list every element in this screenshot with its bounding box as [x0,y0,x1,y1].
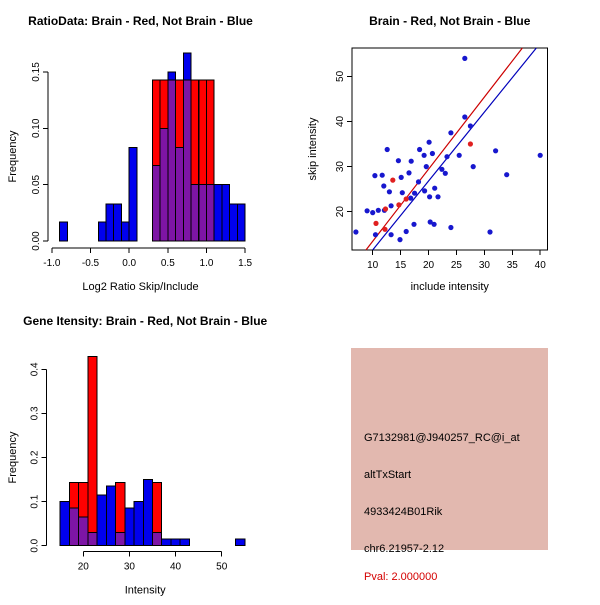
bars-group [60,357,245,546]
x-axis-label: include intensity [410,281,489,293]
data-point [399,175,404,180]
hist-bar [121,222,129,241]
x-tick-label: 25 [450,260,463,271]
data-point [373,221,378,226]
y-axis-label: skip intensity [307,117,319,181]
x-tick-label: 40 [534,260,546,271]
svg-text:0.00: 0.00 [31,231,42,251]
data-point [462,56,467,61]
data-point [370,210,375,215]
svg-text:0.10: 0.10 [31,118,42,139]
hist-bar [207,185,215,241]
data-point [390,178,395,183]
svg-text:0.0: 0.0 [29,538,41,553]
hist-bar [168,80,176,241]
x-tick-label: 0.5 [160,258,175,269]
hist-bar [114,204,122,241]
hist-bar [88,357,97,546]
data-point [468,123,473,128]
svg-text:0.1: 0.1 [29,494,41,509]
intensity-scatter-chart [300,0,600,300]
gene-name-text: 4933424B01Rik [364,506,443,518]
hist-bar [236,539,245,546]
data-point [422,153,427,158]
hist-bar [79,517,88,546]
x-tick-label: 35 [506,260,518,271]
data-point [380,173,385,178]
x-tick-label: -0.5 [81,258,100,269]
data-point [422,188,427,193]
data-point [400,190,405,195]
data-point [430,151,435,156]
data-point [448,130,453,135]
data-point [504,172,509,177]
svg-text:0.15: 0.15 [31,62,42,82]
data-point [448,225,453,230]
hist-bar [88,533,97,546]
data-point [404,229,409,234]
hist-bar [180,539,189,546]
x-tick-label: 30 [123,561,136,573]
data-point [417,147,422,152]
data-point [353,229,358,234]
hist-bar [125,508,134,546]
x-axis-label: Intensity [124,584,166,597]
hist-bar [129,148,137,242]
hist-bar [214,185,222,241]
event-type-text: altTxStart [364,469,412,481]
hist-bar [134,502,143,546]
notbrain-fit-blue [373,48,537,250]
data-point [443,171,448,176]
x-tick-label: 20 [422,260,435,271]
data-point [385,147,390,152]
locus-text: chr6.21957-2.12 [364,543,445,555]
y-axis-label: Frequency [7,130,19,183]
data-point [383,206,388,211]
data-point [468,141,473,146]
x-tick-label: -1.0 [43,258,61,269]
data-point [435,194,440,199]
hist-bar [143,480,152,546]
chart-title: RatioData: Brain - Red, Not Brain - Blue [28,14,253,28]
svg-text:30: 30 [335,161,346,173]
hist-bar [70,508,79,546]
x-tick-label: 1.0 [199,258,214,269]
regression-lines [366,48,536,250]
svg-text:20: 20 [335,206,346,218]
bars-group [60,53,246,241]
data-point [389,203,394,208]
ratio-histogram-chart [0,0,300,300]
hist-bar [60,502,69,546]
data-point [444,154,449,159]
x-axis-label: Log2 Ratio Skip/Include [82,281,199,293]
x-tick-label: 15 [395,260,407,271]
hist-bar [171,539,180,546]
points-blue [353,56,543,242]
plot-box [352,48,548,250]
hist-bar [237,204,245,241]
x-tick-label: 40 [170,561,182,573]
hist-bar [98,222,106,241]
y-axis-label: Frequency [7,431,19,484]
hist-bar [176,148,184,242]
chart-title: Brain - Red, Not Brain - Blue [369,14,531,28]
data-point [471,164,476,169]
x-tick-label: 1.5 [238,258,253,269]
data-point [432,186,437,191]
svg-text:0.3: 0.3 [29,406,41,421]
data-point [404,196,409,201]
hist-bar [199,185,207,241]
chart-title: Gene Itensity: Brain - Red, Not Brain - Blue [23,314,268,328]
data-point [397,237,402,242]
data-point [372,173,377,178]
hist-bar [222,185,230,241]
gene-info-box [351,348,548,583]
hist-bar [116,533,125,546]
data-point [408,196,413,201]
data-point [396,158,401,163]
hist-bar [168,72,176,80]
data-point [376,208,381,213]
probe-id-text: G7132981@J940257_RC@i_at [364,432,520,444]
data-point [406,170,411,175]
data-point [381,183,386,188]
hist-bar [160,128,168,241]
hist-bar [183,53,191,80]
data-point [439,167,444,172]
data-point [373,232,378,237]
data-point [416,179,421,184]
x-tick-label: 10 [367,260,379,271]
hist-bar [60,222,68,241]
data-point [427,140,432,145]
data-point [538,153,543,158]
data-point [387,189,392,194]
svg-text:0.2: 0.2 [29,450,41,465]
hist-bar [191,185,199,241]
hist-bar [106,486,115,546]
hist-bar [230,204,238,241]
intensity-scatter-panel [300,0,600,300]
svg-text:0.4: 0.4 [29,362,41,377]
data-point [411,222,416,227]
data-point [412,191,417,196]
data-point [396,202,401,207]
data-point [365,208,370,213]
ratio-histogram-panel [0,0,300,300]
gene-intensity-histogram-chart [0,300,300,600]
data-point [382,227,387,232]
data-point [409,159,414,164]
svg-text:40: 40 [335,115,346,128]
data-point [427,194,432,199]
gene-intensity-histogram-panel [0,300,300,600]
hist-bar [183,80,191,241]
hist-bar [162,539,171,546]
svg-text:0.05: 0.05 [31,174,42,195]
x-tick-label: 0.0 [122,258,137,269]
data-point [462,114,467,119]
data-point [457,153,462,158]
x-tick-label: 20 [77,561,89,573]
pval-text: Pval: 2.000000 [364,571,438,583]
data-point [493,148,498,153]
hist-bar [106,204,114,241]
x-tick-label: 30 [478,260,490,271]
x-tick-label: 50 [216,561,228,573]
hist-bar [97,495,106,546]
gene-info-panel [300,300,600,600]
data-point [389,232,394,237]
data-point [424,164,429,169]
data-point [432,222,437,227]
hist-bar [153,533,162,546]
svg-text:50: 50 [335,70,346,82]
hist-bar [152,166,160,242]
axes-group [347,76,540,255]
data-point [487,229,492,234]
